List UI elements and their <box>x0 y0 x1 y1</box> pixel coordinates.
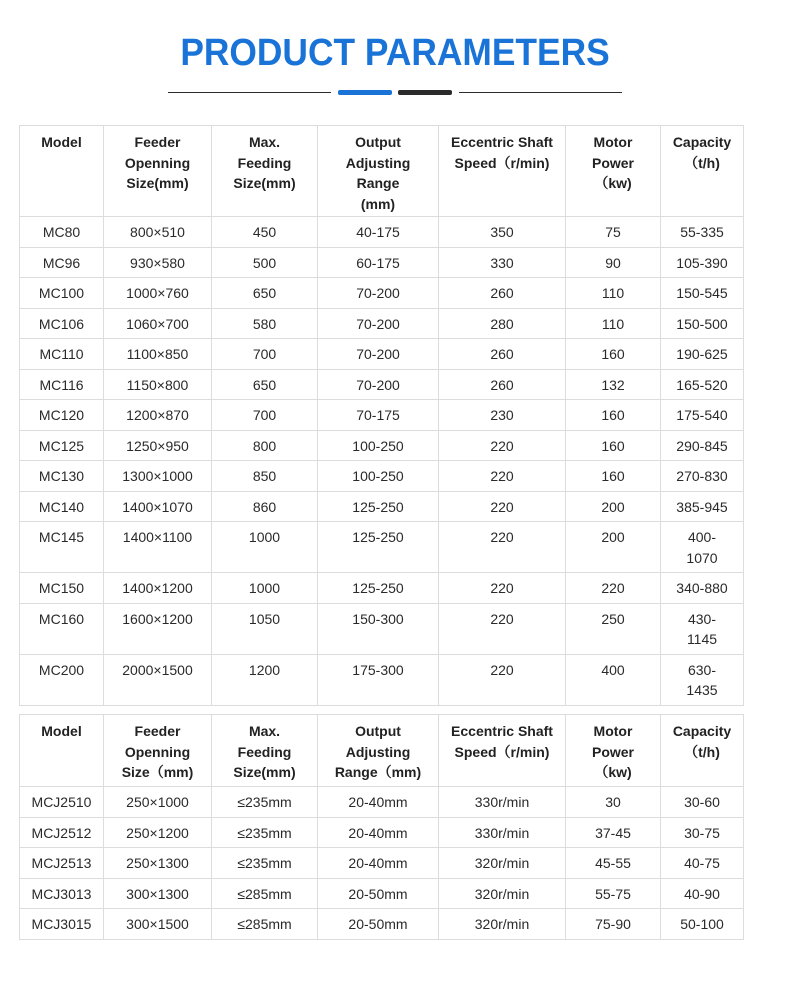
cell-feeder-opening-size: 1200×870 <box>104 400 212 431</box>
cell-max-feeding-size: 1000 <box>212 573 318 604</box>
cell-motor-power: 55-75 <box>566 878 661 909</box>
cell-output-adjusting-range: 20-40mm <box>318 817 439 848</box>
header-text-line: Max. <box>248 723 281 739</box>
header-capacity <box>661 715 744 787</box>
cell-output-adjusting-range: 175-300 <box>318 654 439 705</box>
cell-max-feeding-size: ≤235mm <box>212 787 318 818</box>
header-text-line: （t/h) <box>684 743 720 760</box>
header-motor-power <box>566 126 661 217</box>
cell-model: MC130 <box>20 461 104 492</box>
header-text-line: Size(mm) <box>233 764 296 780</box>
cell-capacity: 40-90 <box>661 878 744 909</box>
cell-output-adjusting-range: 70-200 <box>318 339 439 370</box>
header-feeder-opening-size <box>104 715 212 787</box>
table-row <box>20 522 744 573</box>
cell-output-adjusting-range: 60-175 <box>318 247 439 278</box>
table-header-row <box>20 715 744 787</box>
cell-feeder-opening-size: 1060×700 <box>104 308 212 339</box>
cell-capacity: 165-520 <box>661 369 744 400</box>
table-row <box>20 339 744 370</box>
cell-eccentric-shaft-speed: 220 <box>439 573 566 604</box>
header-max-feeding-size <box>212 715 318 787</box>
header-text-line: Output <box>355 134 401 150</box>
cell-feeder-opening-size: 800×510 <box>104 217 212 248</box>
cell-motor-power: 30 <box>566 787 661 818</box>
cell-eccentric-shaft-speed: 220 <box>439 430 566 461</box>
cell-max-feeding-size: 860 <box>212 491 318 522</box>
cell-capacity: 150-545 <box>661 278 744 309</box>
table-row <box>20 654 744 705</box>
table-row <box>20 217 744 248</box>
cell-output-adjusting-range: 100-250 <box>318 430 439 461</box>
table-row <box>20 787 744 818</box>
cell-motor-power: 160 <box>566 339 661 370</box>
cell-eccentric-shaft-speed: 330r/min <box>439 787 566 818</box>
header-text-line: Size（mm) <box>121 764 194 780</box>
header-text-line: Adjusting <box>345 154 411 171</box>
header-text-line: Feeding <box>237 154 292 171</box>
cell-eccentric-shaft-speed: 280 <box>439 308 566 339</box>
cell-capacity: 30-75 <box>661 817 744 848</box>
table-row <box>20 461 744 492</box>
cell-motor-power: 200 <box>566 491 661 522</box>
cell-eccentric-shaft-speed: 230 <box>439 400 566 431</box>
header-output-adjusting-range <box>318 126 439 217</box>
cell-eccentric-shaft-speed: 260 <box>439 339 566 370</box>
cell-motor-power: 220 <box>566 573 661 604</box>
cell-capacity: 270-830 <box>661 461 744 492</box>
header-text-line: （t/h) <box>684 154 720 171</box>
parameters-table-mcj <box>19 714 744 940</box>
table-row <box>20 369 744 400</box>
header-text-line: Max. <box>248 134 281 150</box>
header-text-line: Openning <box>124 154 191 171</box>
cell-feeder-opening-size: 250×1200 <box>104 817 212 848</box>
cell-model: MC96 <box>20 247 104 278</box>
title-accent-bar-dark <box>398 90 452 95</box>
cell-model: MCJ2513 <box>20 848 104 879</box>
cell-capacity: 55-335 <box>661 217 744 248</box>
cell-eccentric-shaft-speed: 260 <box>439 369 566 400</box>
cell-max-feeding-size: 1050 <box>212 603 318 654</box>
cell-eccentric-shaft-speed: 350 <box>439 217 566 248</box>
cell-motor-power: 75 <box>566 217 661 248</box>
header-text-line: Size(mm) <box>233 175 296 191</box>
cell-model: MCJ2512 <box>20 817 104 848</box>
header-text-line: Feeder <box>134 134 181 150</box>
cell-capacity: 40-75 <box>661 848 744 879</box>
cell-max-feeding-size: ≤235mm <box>212 848 318 879</box>
cell-output-adjusting-range: 70-200 <box>318 369 439 400</box>
cell-output-adjusting-range: 20-40mm <box>318 848 439 879</box>
cell-motor-power: 160 <box>566 461 661 492</box>
cell-feeder-opening-size: 1600×1200 <box>104 603 212 654</box>
header-text-line: Output <box>355 723 401 739</box>
cell-model: MCJ2510 <box>20 787 104 818</box>
cell-capacity: 150-500 <box>661 308 744 339</box>
cell-model: MC120 <box>20 400 104 431</box>
cell-capacity: 290-845 <box>661 430 744 461</box>
cell-model: MC110 <box>20 339 104 370</box>
cell-output-adjusting-range: 100-250 <box>318 461 439 492</box>
header-text-line: Capacity <box>672 134 732 150</box>
cell-capacity: 50-100 <box>661 909 744 940</box>
cell-eccentric-shaft-speed: 320r/min <box>439 848 566 879</box>
cell-output-adjusting-range: 125-250 <box>318 491 439 522</box>
cell-feeder-opening-size: 250×1300 <box>104 848 212 879</box>
cell-feeder-opening-size: 1100×850 <box>104 339 212 370</box>
header-text-line: Openning <box>124 743 191 760</box>
header-output-adjusting-range <box>318 715 439 787</box>
cell-max-feeding-size: 1200 <box>212 654 318 705</box>
header-text-line: （kw) <box>594 175 632 191</box>
cell-motor-power: 250 <box>566 603 661 654</box>
cell-motor-power: 132 <box>566 369 661 400</box>
header-text-line: (mm) <box>360 195 396 212</box>
cell-eccentric-shaft-speed: 330 <box>439 247 566 278</box>
cell-capacity: 30-60 <box>661 787 744 818</box>
cell-max-feeding-size: 850 <box>212 461 318 492</box>
header-text-line: Motor <box>593 134 633 150</box>
cell-output-adjusting-range: 70-175 <box>318 400 439 431</box>
header-text-line: Adjusting <box>345 743 411 760</box>
header-text-line: Speed（r/min) <box>454 154 550 171</box>
cell-eccentric-shaft-speed: 330r/min <box>439 817 566 848</box>
cell-model: MC145 <box>20 522 104 573</box>
header-text-line: Eccentric Shaft <box>451 723 553 739</box>
cell-feeder-opening-size: 300×1500 <box>104 909 212 940</box>
cell-max-feeding-size: 800 <box>212 430 318 461</box>
cell-motor-power: 110 <box>566 308 661 339</box>
cell-max-feeding-size: 650 <box>212 369 318 400</box>
cell-max-feeding-size: 450 <box>212 217 318 248</box>
cell-max-feeding-size: 580 <box>212 308 318 339</box>
header-model <box>20 715 104 787</box>
cell-max-feeding-size: 1000 <box>212 522 318 573</box>
cell-feeder-opening-size: 1150×800 <box>104 369 212 400</box>
cell-capacity: 385-945 <box>661 491 744 522</box>
cell-eccentric-shaft-speed: 220 <box>439 461 566 492</box>
cell-model: MC160 <box>20 603 104 654</box>
cell-capacity: 175-540 <box>661 400 744 431</box>
header-feeder-opening-size <box>104 126 212 217</box>
cell-max-feeding-size: 700 <box>212 400 318 431</box>
cell-max-feeding-size: ≤285mm <box>212 909 318 940</box>
header-text-line: Feeding <box>237 743 292 760</box>
header-text-line: Speed（r/min) <box>454 743 550 760</box>
cell-max-feeding-size: 700 <box>212 339 318 370</box>
cell-model: MCJ3015 <box>20 909 104 940</box>
header-text-line: Capacity <box>672 723 732 739</box>
cell-feeder-opening-size: 250×1000 <box>104 787 212 818</box>
cell-model: MC100 <box>20 278 104 309</box>
table-row <box>20 573 744 604</box>
cell-model: MC150 <box>20 573 104 604</box>
cell-model: MCJ3013 <box>20 878 104 909</box>
cell-eccentric-shaft-speed: 220 <box>439 603 566 654</box>
header-motor-power <box>566 715 661 787</box>
header-text-line: Eccentric Shaft <box>451 134 553 150</box>
header-eccentric-shaft-speed <box>439 126 566 217</box>
cell-eccentric-shaft-speed: 220 <box>439 654 566 705</box>
title-divider-right <box>459 92 622 93</box>
cell-feeder-opening-size: 1300×1000 <box>104 461 212 492</box>
cell-capacity: 340-880 <box>661 573 744 604</box>
cell-model: MC140 <box>20 491 104 522</box>
cell-eccentric-shaft-speed: 320r/min <box>439 878 566 909</box>
header-text-line: Model <box>41 723 82 739</box>
cell-model: MC80 <box>20 217 104 248</box>
parameters-table-mc <box>19 125 744 706</box>
cell-feeder-opening-size: 930×580 <box>104 247 212 278</box>
cell-eccentric-shaft-speed: 320r/min <box>439 909 566 940</box>
cell-motor-power: 75-90 <box>566 909 661 940</box>
cell-eccentric-shaft-speed: 220 <box>439 491 566 522</box>
cell-motor-power: 37-45 <box>566 817 661 848</box>
cell-motor-power: 200 <box>566 522 661 573</box>
table-row <box>20 878 744 909</box>
header-text-line: Range <box>356 175 400 191</box>
cell-output-adjusting-range: 20-40mm <box>318 787 439 818</box>
table-header-row <box>20 126 744 217</box>
cell-motor-power: 110 <box>566 278 661 309</box>
header-text-line: Model <box>41 134 82 150</box>
cell-capacity: 630- 1435 <box>661 654 744 705</box>
header-capacity <box>661 126 744 217</box>
cell-feeder-opening-size: 1400×1100 <box>104 522 212 573</box>
cell-eccentric-shaft-speed: 220 <box>439 522 566 573</box>
header-model <box>20 126 104 217</box>
cell-model: MC106 <box>20 308 104 339</box>
cell-motor-power: 90 <box>566 247 661 278</box>
cell-output-adjusting-range: 70-200 <box>318 278 439 309</box>
cell-feeder-opening-size: 300×1300 <box>104 878 212 909</box>
table-row <box>20 430 744 461</box>
cell-capacity: 190-625 <box>661 339 744 370</box>
cell-output-adjusting-range: 125-250 <box>318 522 439 573</box>
header-text-line: Power <box>591 154 634 171</box>
table-row <box>20 400 744 431</box>
cell-motor-power: 400 <box>566 654 661 705</box>
cell-motor-power: 160 <box>566 400 661 431</box>
table-row <box>20 817 744 848</box>
header-text-line: Power <box>591 743 634 760</box>
cell-output-adjusting-range: 20-50mm <box>318 878 439 909</box>
header-text-line: Feeder <box>134 723 181 739</box>
cell-capacity: 400- 1070 <box>661 522 744 573</box>
cell-output-adjusting-range: 40-175 <box>318 217 439 248</box>
table-row <box>20 848 744 879</box>
cell-feeder-opening-size: 1250×950 <box>104 430 212 461</box>
cell-output-adjusting-range: 70-200 <box>318 308 439 339</box>
cell-capacity: 105-390 <box>661 247 744 278</box>
table-row <box>20 247 744 278</box>
cell-max-feeding-size: ≤235mm <box>212 817 318 848</box>
cell-model: MC200 <box>20 654 104 705</box>
table-row <box>20 909 744 940</box>
header-text-line: （kw) <box>594 764 632 780</box>
header-text-line: Range（mm) <box>334 764 422 780</box>
cell-max-feeding-size: 500 <box>212 247 318 278</box>
table-row <box>20 491 744 522</box>
cell-feeder-opening-size: 1400×1200 <box>104 573 212 604</box>
cell-eccentric-shaft-speed: 260 <box>439 278 566 309</box>
header-max-feeding-size <box>212 126 318 217</box>
table-row <box>20 308 744 339</box>
table-row <box>20 603 744 654</box>
cell-max-feeding-size: ≤285mm <box>212 878 318 909</box>
cell-feeder-opening-size: 1000×760 <box>104 278 212 309</box>
cell-output-adjusting-range: 125-250 <box>318 573 439 604</box>
header-eccentric-shaft-speed <box>439 715 566 787</box>
title-accent-bar-blue <box>338 90 392 95</box>
header-text-line: Size(mm) <box>126 175 189 191</box>
page-title: PRODUCT PARAMETERS <box>180 32 610 74</box>
cell-model: MC125 <box>20 430 104 461</box>
cell-model: MC116 <box>20 369 104 400</box>
cell-motor-power: 45-55 <box>566 848 661 879</box>
cell-output-adjusting-range: 150-300 <box>318 603 439 654</box>
cell-max-feeding-size: 650 <box>212 278 318 309</box>
cell-feeder-opening-size: 1400×1070 <box>104 491 212 522</box>
cell-motor-power: 160 <box>566 430 661 461</box>
cell-feeder-opening-size: 2000×1500 <box>104 654 212 705</box>
header-text-line: Motor <box>593 723 633 739</box>
table-row <box>20 278 744 309</box>
cell-capacity: 430- 1145 <box>661 603 744 654</box>
title-divider-left <box>168 92 331 93</box>
cell-output-adjusting-range: 20-50mm <box>318 909 439 940</box>
